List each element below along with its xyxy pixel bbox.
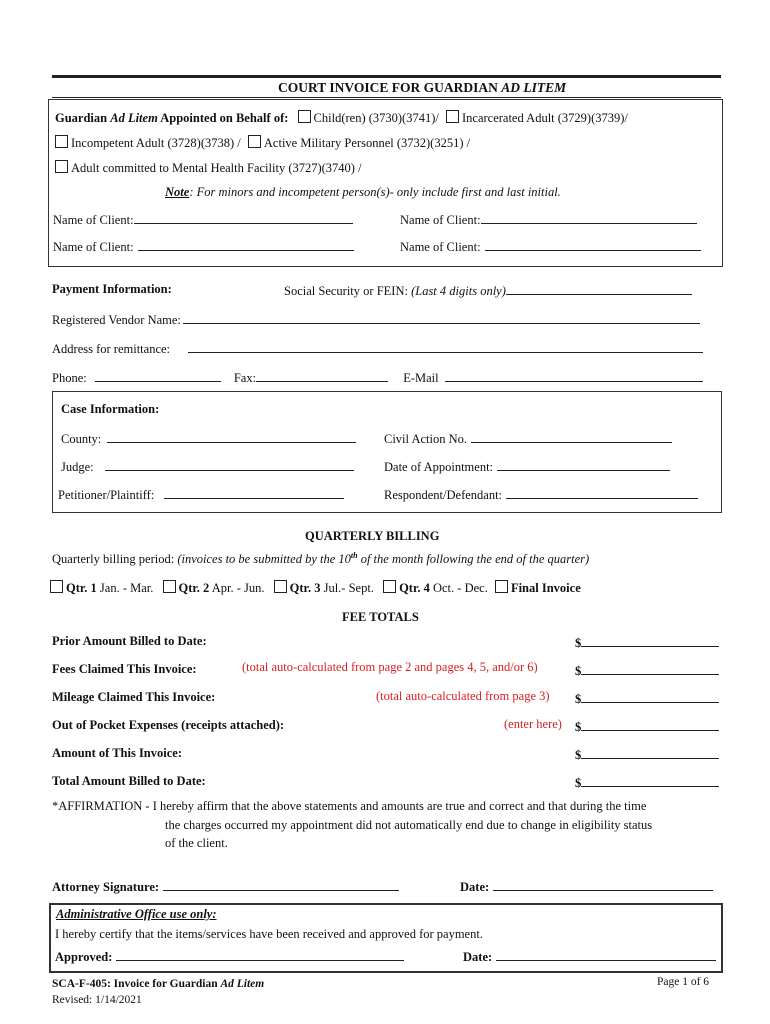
prior-field[interactable]	[581, 634, 719, 647]
incarcerated-checkbox[interactable]	[446, 110, 459, 123]
incompetent-label: Incompetent Adult (3728)(3738) /	[71, 136, 241, 150]
claimed-amount: $	[575, 662, 719, 679]
client-name-4: Name of Client:	[400, 238, 701, 255]
title-rule	[52, 75, 721, 78]
judge-field[interactable]	[105, 458, 354, 471]
county-field[interactable]	[107, 430, 356, 443]
approved-field[interactable]	[116, 948, 404, 961]
oop-amount: $	[575, 718, 719, 735]
payment-heading: Payment Information:	[52, 282, 172, 296]
amount-label: Amount of This Invoice:	[52, 746, 182, 760]
signature-date-row: Date:	[460, 878, 713, 895]
client-name-2: Name of Client:	[400, 211, 697, 228]
address-row: Address for remittance:	[52, 340, 703, 357]
mental-health-checkbox[interactable]	[55, 160, 68, 173]
admin-heading: Administrative Office use only:	[56, 907, 217, 921]
page-number: Page 1 of 6	[657, 976, 710, 988]
client-name-3: Name of Client:	[53, 238, 354, 255]
attorney-signature-row: Attorney Signature:	[52, 878, 399, 895]
total-label: Total Amount Billed to Date:	[52, 774, 206, 788]
judge-row: Judge:	[61, 458, 354, 475]
qtr4-checkbox[interactable]	[383, 580, 396, 593]
respondent-field[interactable]	[506, 486, 698, 499]
signature-date-field[interactable]	[493, 878, 713, 891]
mileage-amount: $	[575, 690, 719, 707]
vendor-row: Registered Vendor Name:	[52, 311, 700, 328]
qtr3-checkbox[interactable]	[274, 580, 287, 593]
address-field[interactable]	[188, 340, 703, 353]
admin-certify: I hereby certify that the items/services have been received and approved for payment.	[55, 927, 483, 941]
qtr1-checkbox[interactable]	[50, 580, 63, 593]
oop-label: Out of Pocket Expenses (receipts attached):	[52, 718, 285, 732]
note-text: Note: For minors and incompetent person(s)- only include first and last initial.	[165, 185, 561, 199]
affirmation-line-3: of the client.	[165, 836, 228, 850]
mental-health-label: Adult committed to Mental Health Facility (3727)(3740) /	[71, 161, 362, 175]
quarterly-heading: QUARTERLY BILLING	[305, 529, 440, 543]
petitioner-row: Petitioner/Plaintiff:	[58, 486, 344, 503]
prior-label: Prior Amount Billed to Date:	[52, 634, 207, 648]
client-name-4-field[interactable]	[485, 238, 701, 251]
oop-note: (enter here)	[504, 717, 562, 731]
oop-field[interactable]	[581, 718, 719, 731]
affirmation-line-2: the charges occurred my appointment did not automatically end due to change in eligibility status	[165, 818, 653, 832]
client-name-2-field[interactable]	[481, 211, 697, 224]
appointed-row-3	[55, 160, 362, 176]
billing-period: Quarterly billing period: (invoices to be submitted by the 10th of the month following the end of the quarter)	[52, 551, 590, 567]
civil-action-row: Civil Action No.	[384, 430, 672, 447]
children-label: Child(ren) (3730)(3741)/	[313, 111, 439, 125]
military-checkbox[interactable]	[248, 135, 261, 148]
mileage-label: Mileage Claimed This Invoice:	[52, 690, 216, 704]
prior-amount: $	[575, 634, 719, 651]
footer-form-title: SCA-F-405: Invoice for Guardian Ad Litem	[52, 978, 265, 990]
fee-totals-heading: FEE TOTALS	[342, 610, 419, 624]
mileage-note: (total auto-calculated from page 3)	[376, 689, 550, 703]
total-field[interactable]	[581, 774, 719, 787]
total-amount: $	[575, 774, 719, 791]
civil-action-field[interactable]	[471, 430, 672, 443]
fax-field[interactable]	[256, 369, 388, 382]
ssn-row: Social Security or FEIN: (Last 4 digits only)	[284, 282, 692, 299]
case-heading: Case Information:	[61, 402, 160, 416]
affirmation-line-1: *AFFIRMATION - I hereby affirm that the above statements and amounts are true and correct and that during the time	[52, 799, 647, 813]
admin-date-field[interactable]	[496, 948, 716, 961]
appointed-row-1: Guardian Ad Litem Appointed on Behalf of: Child(ren) (3730)(3741)/ Incarcerated Adult (3729)(3739)/	[55, 111, 628, 125]
claimed-label: Fees Claimed This Invoice:	[52, 662, 197, 676]
incarcerated-label: Incarcerated Adult (3729)(3739)/	[461, 111, 628, 125]
phone-field[interactable]	[95, 369, 221, 382]
approved-row: Approved:	[55, 948, 404, 965]
military-label: Active Military Personnel (3732)(3251) /	[263, 136, 471, 150]
vendor-field[interactable]	[183, 311, 700, 324]
date-appointment-row: Date of Appointment:	[384, 458, 670, 475]
final-invoice-checkbox[interactable]	[495, 580, 508, 593]
footer-revised: Revised: 1/14/2021	[52, 994, 142, 1006]
client-name-3-field[interactable]	[138, 238, 354, 251]
claimed-field[interactable]	[581, 662, 719, 675]
contact-row: Phone: Fax: E-Mail	[52, 369, 703, 386]
children-checkbox[interactable]	[298, 110, 311, 123]
claimed-note: (total auto-calculated from page 2 and pages 4, 5, and/or 6)	[242, 660, 538, 674]
ssn-field[interactable]	[506, 282, 692, 295]
client-name-1-field[interactable]	[134, 211, 353, 224]
quarter-options: Qtr. 1 Jan. - Mar. Qtr. 2 Apr. - Jun. Qtr. 3 Jul.- Sept. Qtr. 4 Oct. - Dec. Final Invoice	[50, 580, 581, 596]
form-title: COURT INVOICE FOR GUARDIAN AD LITEM	[278, 80, 567, 95]
attorney-signature-field[interactable]	[163, 878, 399, 891]
email-field[interactable]	[445, 369, 703, 382]
incompetent-checkbox[interactable]	[55, 135, 68, 148]
respondent-row: Respondent/Defendant:	[384, 486, 698, 503]
petitioner-field[interactable]	[164, 486, 344, 499]
appointed-row-2	[55, 135, 470, 151]
invoice-amount: $	[575, 746, 719, 763]
mileage-field[interactable]	[581, 690, 719, 703]
amount-field[interactable]	[581, 746, 719, 759]
title-underline	[52, 97, 721, 98]
client-name-1: Name of Client:	[53, 211, 353, 228]
county-row: County:	[61, 430, 356, 447]
admin-date-row: Date:	[463, 948, 716, 965]
qtr2-checkbox[interactable]	[163, 580, 176, 593]
date-appointment-field[interactable]	[497, 458, 670, 471]
